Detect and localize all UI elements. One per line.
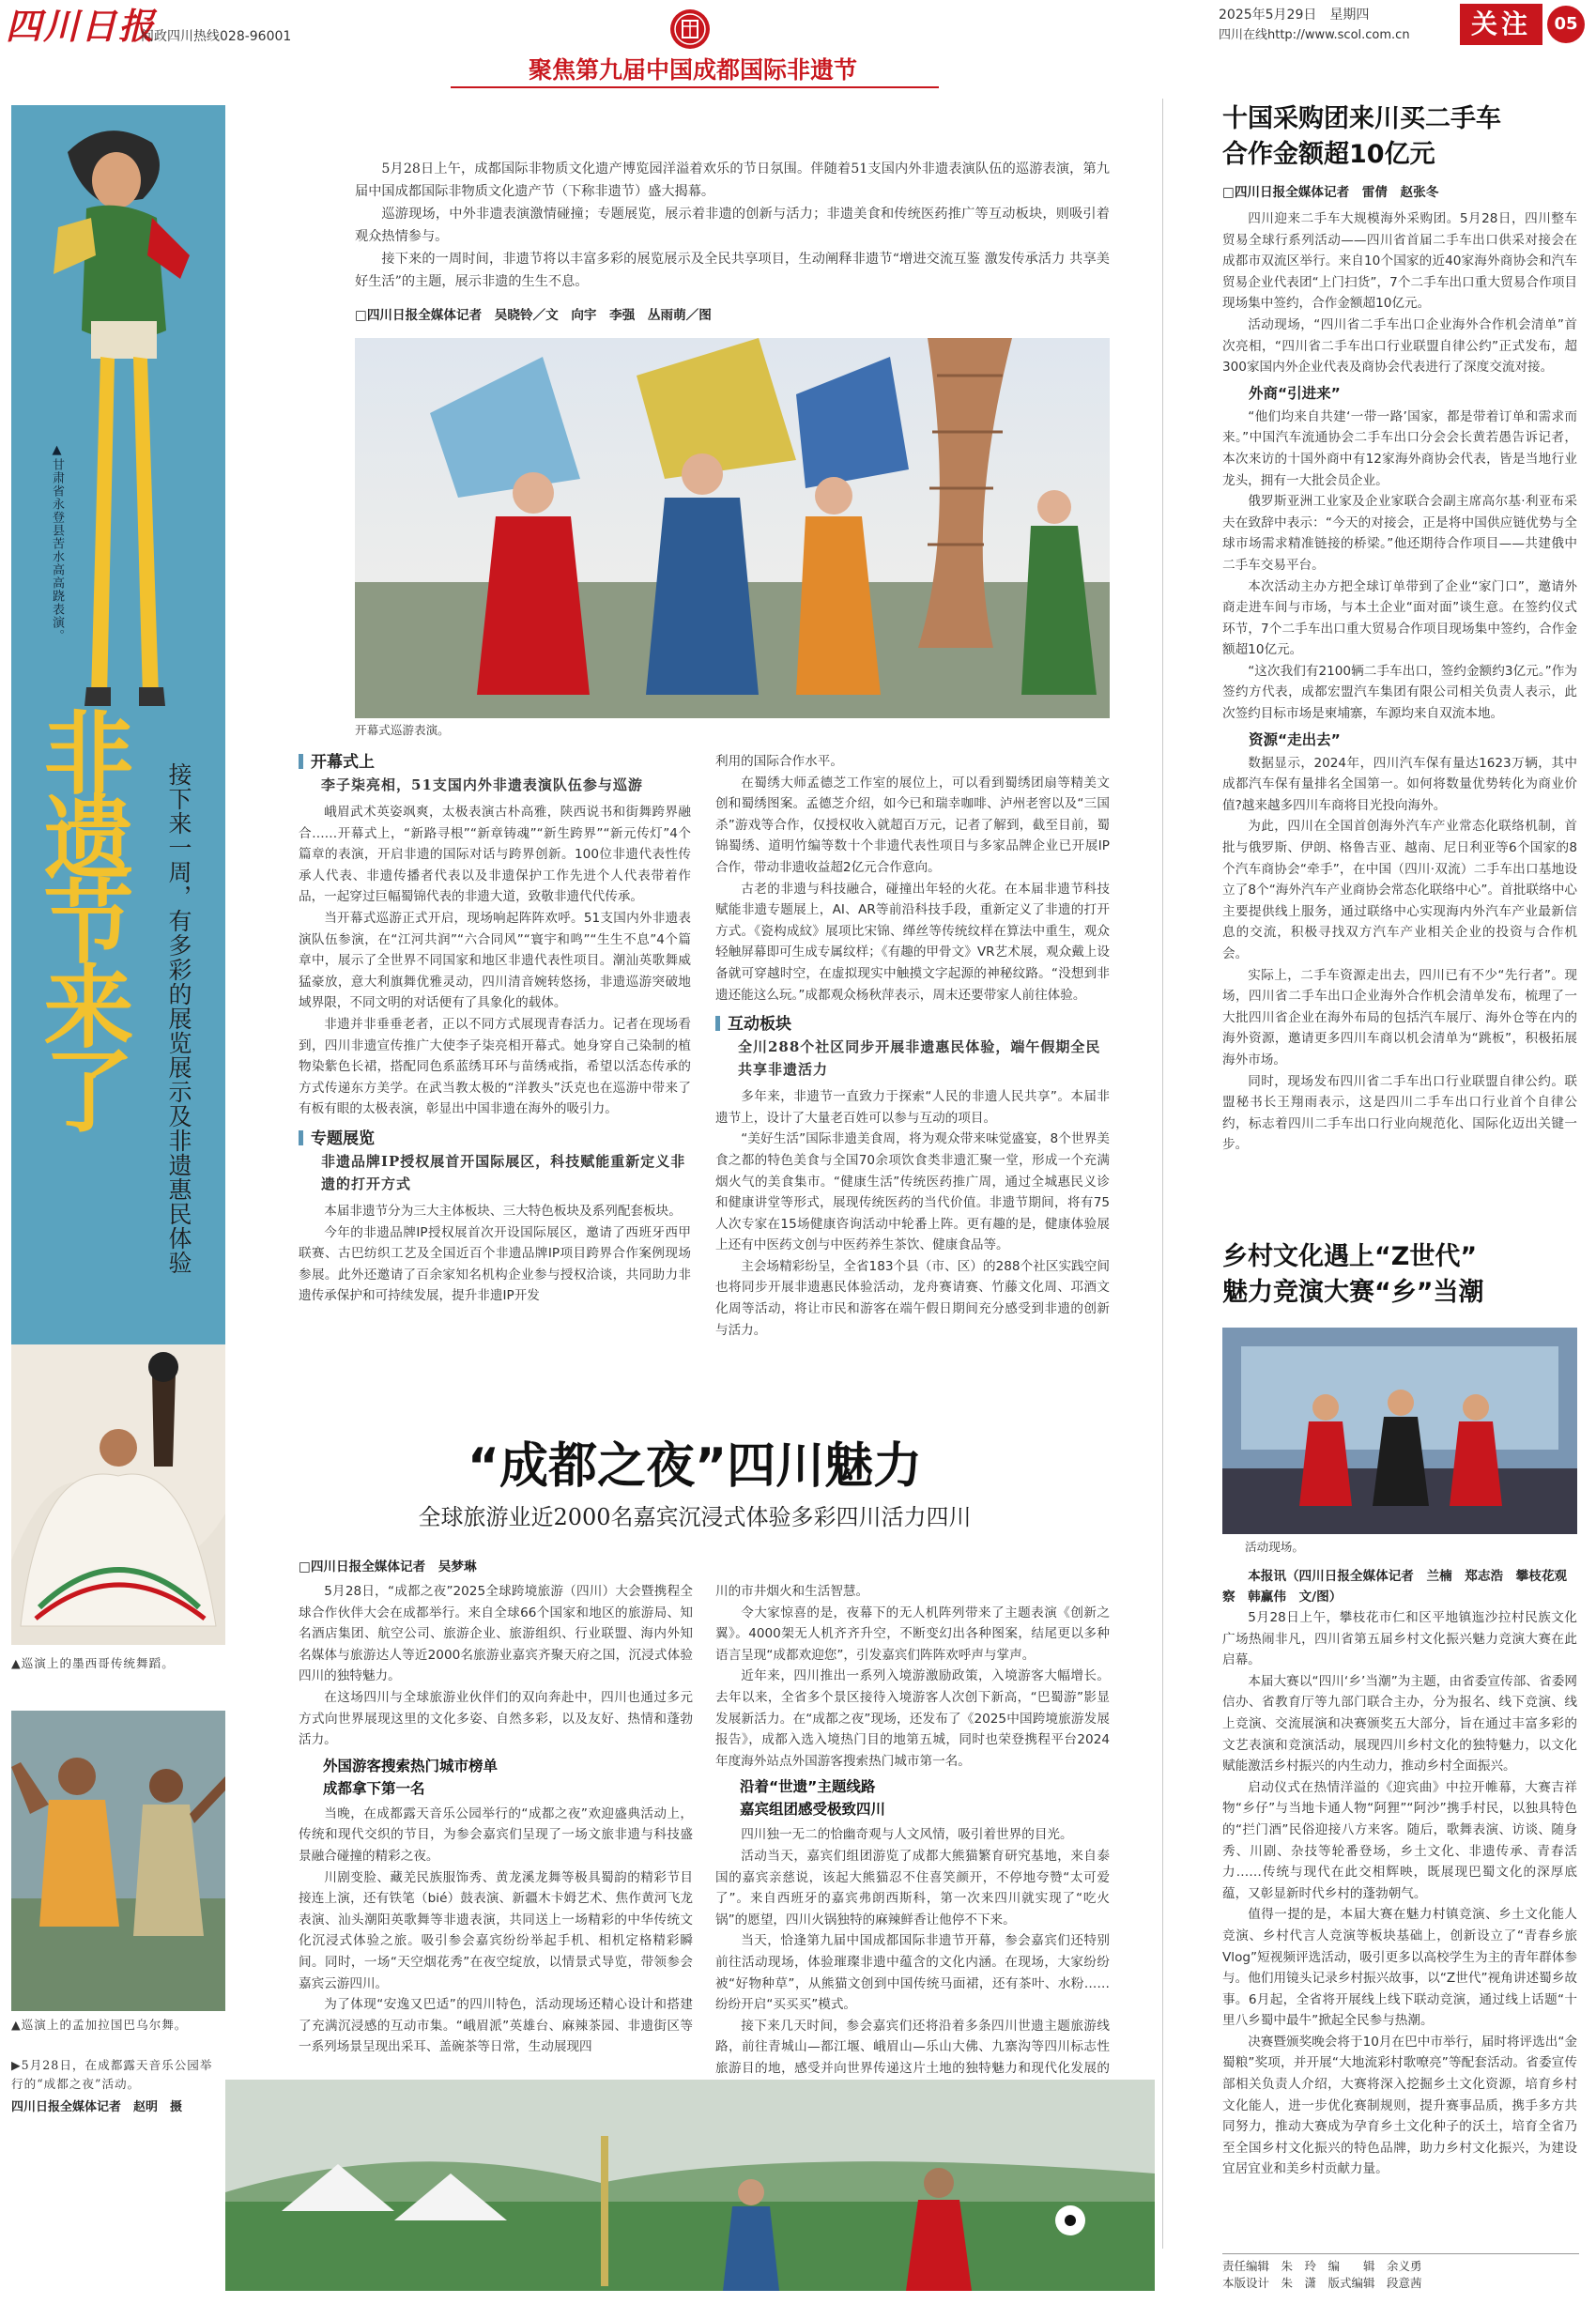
- body-paragraph: 当晚，在成都露天音乐公园举行的“成都之夜”欢迎盛典活动上，传统和现代交织的节目，为参会嘉宾们呈现了一场文旅非遗与科技盛景融合碰撞的精彩之夜。: [299, 1805, 693, 1864]
- body-paragraph: 本届大赛以“四川‘乡’当潮”为主题，由省委宣传部、省委网信办、省教育厅等九部门联合主办，分为报名、线下竞演、线上竞演、交流展演和决赛颁奖五大部分，旨在通过丰富多彩的文艺表演和竞演活动，展现四川乡村文化的独特魅力，以文化赋能激活乡村振兴的内生动力，推动乡村全面振兴。: [1222, 1673, 1577, 1774]
- mexican-dance-caption: ▲巡演上的墨西哥传统舞蹈。: [11, 1656, 175, 1670]
- newspaper-logo: 四川日报: [6, 5, 157, 47]
- section-subtitle: 非遗品牌IP授权展首开国际展区，科技赋能重新定义非遗的打开方式: [321, 1152, 686, 1192]
- body-paragraph: 峨眉武术英姿飒爽，太极表演古朴高雅，陕西说书和街舞跨界融合……开幕式上，“新路寻根”“新章铸魂”“新生跨界”“新元传灯”4个篇章的表演，开启非遗的国际对话与跨界创新。100位非遗代表性传承人代表、非遗传播者代表以及非遗保护工作先进个人代表带着作品，一起穿过巨幅蜀锦代表的非遗大道，致敬非遗代代传承。: [299, 805, 691, 905]
- section-title-text: 开幕式上: [311, 753, 375, 772]
- paragraph-title: 外商“引进来”: [1249, 384, 1341, 402]
- col-a: [299, 751, 691, 1307]
- right-article-b: [1222, 1239, 1577, 2180]
- body-paragraph: 当开幕式巡游正式开启，现场响起阵阵欢呼。51支国内外非遗表演队伍参演，在“江河共润”“六合同风”“寰宇和鸣”“生生不息”4个篇章中，展示了全世界不同国家和地区非遗代表性项目。潮汕英歌舞威猛豪放，意大利旗舞优雅灵动，四川清音婉转悠扬，非遗巡游突破地域界限，不同文明的对话便有了具象化的载体。: [299, 910, 691, 1011]
- article-body: [299, 1804, 693, 2058]
- body-paragraph: “这次我们有2100辆二手车出口，签约金额约3亿元。”作为签约方代表，成都宏盟汽车集团有限公司相关负责人表示，此次签约目标市场是柬埔寨，车源均来自双流本地。: [1222, 663, 1577, 722]
- article-headline: 十国采购团来川买二手车 合作金额超10亿元: [1222, 104, 1501, 169]
- mexican-dance-photo: [11, 1344, 225, 1645]
- intro-paragraph: 巡游现场，中外非遗表演激情碰撞；专题展览，展示着非遗的创新与活力；非遗美食和传统医药推广等互动板块，则吸引着观众热情参与。: [355, 207, 1110, 244]
- section-title-text: 互动板块: [728, 1015, 791, 1035]
- section-title: [715, 1013, 1110, 1036]
- body-paragraph: 决赛暨颁奖晚会将于10月在巴中市举行，届时将评选出“金蜀粮”奖项，并开展“大地流彩村歌嘹亮”等配套活动。省委宣传部相关负责人介绍，大赛将深入挖掘乡土文化资源，培育乡村文化能人，进一步优化赛制规则，提升赛事品质，携手多方共同努力，推动大赛成为孕育乡土文化种子的沃土，培育全省乃至全国乡村文化振兴的特色品牌，助力乡村文化振兴，为建设宜居宜业和美乡村贡献力量。: [1222, 2034, 1577, 2177]
- article-body: [715, 1581, 1110, 1772]
- body-paragraph: 5月28日上午，攀枝花市仁和区平地镇迤沙拉村民族文化广场热闹非凡，四川省第五届乡村文化振兴魅力竞演大赛在此启幕。: [1222, 1610, 1577, 1668]
- body-paragraph: 令大家惊喜的是，夜幕下的无人机阵列带来了主题表演《创新之翼》。4000架无人机齐齐升空，不断变幻出各种图案，结尾更以多种语言呈现“成都欢迎您”，引发嘉宾们阵阵欢呼声与掌声。: [715, 1605, 1110, 1663]
- body-paragraph: 今年的非遗品牌IP授权展首次开设国际展区，邀请了西班牙西甲联赛、古巴纺织工艺及全国近百个非遗品牌IP项目跨界合作案例现场参展。此外还邀请了百余家知名机构企业参与授权洽谈，共同助力非遗传承保护和可持续发展，提升非遗IP开发: [299, 1224, 691, 1304]
- body-paragraph: 在这场四川与全球旅游业伙伴们的双向奔赴中，四川也通过多元方式向世界展现这里的文化多姿、自然多彩，以及友好、热情和蓬勃活力。: [299, 1689, 693, 1748]
- chengdu-night-photo: [225, 2080, 1155, 2291]
- feature-subheadline: 全球旅游业近2000名嘉宾沉浸式体验多彩四川活力四川: [418, 1504, 972, 1530]
- village-stage-photo: [1222, 1328, 1577, 1534]
- rail-big-title: 非遗节来了: [29, 706, 134, 1129]
- left-rail: [11, 105, 225, 2293]
- feature-col-2: [715, 1581, 1110, 2100]
- col-b: [715, 751, 1110, 1341]
- article-byline: □四川日报全媒体记者 雷倩 赵张冬: [1222, 185, 1439, 200]
- body-paragraph: 川剧变脸、藏羌民族服饰秀、黄龙溪龙舞等极具蜀韵的精彩节目接连上演，还有铁笔（bié）鼓表演、新疆木卡姆艺术、焦作黄河飞龙表演、汕头潮阳英歌舞等非遗表演，共同送上一场精彩的中华传统文化沉浸式体验之旅。吸引参会嘉宾纷纷举起手机、相机定格精彩瞬间。同时，一场“天空烟花秀”在夜空绽放，以情景式导览，带领参会嘉宾云游四川。: [299, 1869, 693, 1991]
- body-paragraph: 近年来，四川推出一系列入境游激励政策，入境游客大幅增长。去年以来，全省多个景区接待入境游客人次创下新高，“巴蜀游”影显发展新活力。在“成都之夜”现场，还发布了《2025中国跨境旅游发展报告》，成都入选入境热门目的地第五城，同时也荣登携程平台2024年度海外站点外国游客搜索热门城市第一名。: [715, 1668, 1110, 1769]
- body-paragraph: 活动当天，嘉宾们组团游览了成都大熊猫繁育研究基地，来自泰国的嘉宾亲慈说，该起大熊猫忍不住喜笑颜开，不停地夸赞“太可爱了”。来自西班牙的嘉宾弗朗西斯科，第一次来四川就实现了“吃火锅”的愿望，四川火锅独特的麻辣鲜香让他停不下来。: [715, 1848, 1110, 1928]
- section-title: [299, 1128, 691, 1150]
- body-paragraph: 俄罗斯亚洲工业家及企业家联合会副主席高尔基·利亚布采夫在致辞中表示：“今天的对接会，正是将中国供应链优势与全球市场需求精准链接的桥梁。”他还期待合作项目——共建俄中二手车交易平台。: [1222, 494, 1577, 573]
- section-subtitle: 李子柒亮相，51支国内外非遗表演队伍参与巡游: [321, 776, 643, 793]
- article-body: [715, 751, 1110, 1006]
- body-paragraph: 活动现场，“四川省二手车出口企业海外合作机会清单”首次亮相，“四川省二手车出口行业联盟自律公约”正式发布，超300家国内外企业代表及商协会代表进行了深度交流对接。: [1222, 316, 1577, 376]
- photo-credit: 四川日报全媒体记者 赵明 摄: [11, 2100, 183, 2114]
- section-marker: [299, 1130, 303, 1145]
- footer-designer-line: 本版设计 朱 潇 版式编辑 段意茜: [1222, 2276, 1422, 2290]
- body-paragraph: 非遗并非垂垂老者，正以不同方式展现青春活力。记者在现场看到，四川非遗宣传推广大使李子柒亮相开幕式。她身穿自己染制的植物染紫色长裙，搭配同色系蓝绣耳环与苗绣戒指，希望以活态传承的方式传递东方美学。在武当教太极的“洋教头”沃克也在巡游中带来了有板有眼的太极表演，彰显出中国非遗在海外的吸引力。: [299, 1016, 691, 1117]
- feature-byline: □四川日报全媒体记者 吴梦琳: [299, 1559, 477, 1574]
- body-paragraph: 本次活动主办方把全球订单带到了企业“家门口”，邀请外商走进车间与市场，与本土企业“面对面”谈生意。在签约仪式环节，7个二手车出口重大贸易合作项目现场集中签约，合作金额超10亿元。: [1222, 578, 1577, 658]
- article-body: [1222, 753, 1577, 1156]
- body-paragraph: 古老的非遗与科技融合，碰撞出年轻的火花。在本届非遗节科技赋能非遗专题展上，AI、AR等前沿科技手段，重新定义了非遗的打开方式。《瓷构成紋》展项比宋锦、缂丝等传统纹样在算法中重生，观众轻触屏幕即可生成专属纹样；《有趣的甲骨文》VR艺术展，观众戴上设备就可穿越时空，在虚拟现实中触摸文字起源的神秘纹路。“没想到非遗还能这么玩。”成都观众杨秋萍表示，周末还要带家人前往体验。: [715, 881, 1110, 1003]
- intro-paragraph: 接下来的一周时间，非遗节将以丰富多彩的展览展示及全民共享项目，生动阐释非遗节“增进交流互鉴 激发传承活力 共享美好生活”的主题，展示非遗的生生不息。: [355, 252, 1110, 289]
- banner-rule: [451, 86, 939, 88]
- right-article-a: [1222, 101, 1577, 1156]
- body-paragraph: 为了体现“安逸又巴适”的四川特色，活动现场还精心设计和搭建了充满沉浸感的互动市集。“峨眉派”英雄台、麻辣茶园、非遗街区等一系列场景呈现出采耳、盖碗茶等日常，生动展现四: [299, 1997, 693, 2055]
- rail-subtitle: 接下来一周，有多彩的展览展示及非遗惠民体验: [165, 762, 192, 1275]
- page-number: 05: [1547, 6, 1585, 43]
- baul-dance-caption: ▲巡演上的孟加拉国巴乌尔舞。: [11, 2018, 188, 2032]
- article-body: [299, 1201, 691, 1307]
- village-stage-caption: 活动现场。: [1245, 1540, 1304, 1554]
- issue-date: 2025年5月29日 星期四: [1219, 8, 1370, 23]
- body-paragraph: 数据显示，2024年，四川汽车保有量达1623万辆，其中成都汽车保有量排名全国第一。如何将数量优势转化为商业价值?越来越多四川车商将目光投向海外。: [1222, 755, 1577, 813]
- body-paragraph: 实际上，二手车资源走出去，四川已有不少“先行者”。现场，四川省二手车出口企业海外合作机会清单发布，梳理了一大批四川省企业在海外布局的包括汽车展厅、海外仓等在内的海外资源，邀请更多四川车商以机会清单为“跳板”，积极拓展海外市场。: [1222, 967, 1577, 1068]
- paragraph-title: 资源“走出去”: [1249, 730, 1341, 748]
- article-body: [715, 1824, 1110, 2100]
- hotline: 问政四川热线028-96001: [141, 29, 292, 44]
- article-body: [299, 802, 691, 1120]
- body-paragraph: 川的市井烟火和生活智慧。: [715, 1584, 869, 1599]
- stilt-caption: ▲甘肃省永登县苦水高高跷表演。: [50, 443, 64, 642]
- article-body: [299, 1581, 693, 1751]
- body-paragraph: “他们均来自共建‘一带一路’国家，都是带着订单和需求而来。”中国汽车流通协会二手车出口分会会长黄若愚告诉记者，本次来访的十国外商中有12家海外商协会代表，皆是当地行业龙头，拥有一大批会员企业。: [1222, 408, 1577, 488]
- body-paragraph: 四川迎来二手车大规模海外采购团。5月28日，四川整车贸易全球行系列活动——四川省首届二手车出口供采对接会在成都市双流区举行。来自10个国家的近40家海外商协会和汽车贸易企业代表团“上门扫货”，7个二手车出口重大贸易合作项目现场集中签约，合作金额超10亿元。: [1222, 211, 1577, 312]
- body-paragraph: 为此，四川在全国首创海外汽车产业常态化联络机制，首批与俄罗斯、伊朗、格鲁吉亚、越南、尼日利亚等6个国家的8个汽车商协会“牵手”，在中国（四川·双流）二手车出口基地设立了8个“海外汽车产业商协会常态化联络中心”。首批联络中心主要提供线上服务，通过联络中心实现海内外汽车产业最新信息的交流，积极寻找双方汽车产业相关企业的投资与合作机会。: [1222, 819, 1577, 961]
- body-paragraph: 四川独一无二的恰幽奇观与人文风情，吸引着世界的目光。: [741, 1827, 1073, 1843]
- section-label: 关注: [1460, 4, 1542, 45]
- article-body: [1222, 208, 1577, 378]
- opening-parade-caption: 开幕式巡游表演。: [355, 723, 450, 737]
- body-paragraph: 同时，现场发布四川省二手车出口行业联盟自律公约。联盟秘书长王翔雨表示，这是四川二手车出口行业首个自律公约，标志着四川二手车出口行业向规范化、国际化迈出关键一步。: [1222, 1073, 1577, 1153]
- body-paragraph: “美好生活”国际非遗美食周，将为观众带来味觉盛宴，8个世界美食之都的特色美食与全国70余项饮食类非遗汇聚一堂，形成一个充满烟火气的美食集市。“健康生活”传统医药推广周，通过全城惠民义诊和健康讲堂等形式，展现传统医药的当代价值。非遗节期间，将有75人次专家在15场健康咨询活动中轮番上阵。更有趣的是，健康体验展上还有中医药文创与中医药养生茶饮、健康食品等。: [715, 1131, 1110, 1253]
- article-body: [1222, 1607, 1577, 2180]
- intro-paragraphs: [355, 158, 1110, 293]
- footer-editor-line: 责任编辑 朱 玲 编 辑 余义勇: [1222, 2259, 1422, 2273]
- body-paragraph: 本届非遗节分为三大主体板块、三大特色板块及系列配套板块。: [324, 1203, 682, 1219]
- banner-title: 聚焦第九届中国成都国际非遗节: [528, 56, 857, 84]
- stilt-performer-photo: [49, 115, 190, 715]
- body-paragraph: 多年来，非遗节一直致力于探索“人民的非遗人民共享”。本届非遗节上，设计了大量老百姓可以参与互动的项目。: [715, 1089, 1110, 1126]
- section-subtitle: 全川288个社区同步开展非遗惠民体验，端午假期全民共享非遗活力: [738, 1038, 1101, 1079]
- body-paragraph: 启动仪式在热情洋溢的《迎宾曲》中拉开帷幕，大赛吉祥物“乡仔”与当地卡通人物“阿狸”“阿沙”携手村民，以独具特色的“拦门酒”民俗迎接八方来客。随后，歌舞表演、访谈、随身秀、川剧、杂技等轮番登场，乡土文化、非遗传承、青春活力……传统与现代在此交相辉映，既展现巴蜀文化的深厚底蕴，又彰显新时代乡村的蓬勃朝气。: [1222, 1779, 1577, 1901]
- body-paragraph: 主会场精彩纷呈，全省183个县（市、区）的288个社区实践空间也将同步开展非遗惠民体验活动，龙舟赛请赛、竹藤文化周、邛酒文化周等活动，将让市民和游客在端午假日期间充分感受到非遗的创新与活力。: [715, 1258, 1111, 1338]
- article-headline: 乡村文化遇上“Z世代” 魅力竞演大赛“乡”当潮: [1222, 1242, 1484, 1307]
- section-title-text: 专题展览: [311, 1129, 375, 1148]
- feature-subheading: 沿着“世遗”主题线路 嘉宾组团感受极致四川: [740, 1778, 886, 1819]
- feature-col-1: [299, 1581, 693, 2058]
- body-paragraph: 当天，恰逢第九届中国成都国际非遗节开幕，参会嘉宾们还特别前往活动现场，体验璀璨非遗中蕴含的文化内涵。在现场，大家纷纷被“好物种草”，从熊猫文创到中国传统马面裙，还有茶叶、水粉……纷纷开启“买买买”模式。: [715, 1933, 1110, 2013]
- body-paragraph: 利用的国际合作水平。: [715, 754, 843, 769]
- section-marker: [715, 1016, 720, 1031]
- chengdu-night-caption: ▶5月28日，在成都露天音乐公园举行的“成都之夜”活动。: [11, 2058, 213, 2091]
- footer-editors: [1222, 2253, 1579, 2292]
- festival-emblem-icon: [668, 8, 712, 51]
- intro-paragraph: 5月28日上午，成都国际非物质文化遗产博览园洋溢着欢乐的节日氛围。伴随着51支国内外非遗表演队伍的巡游表演，第九届中国成都国际非物质文化遗产节（下称非遗节）盛大揭幕。: [355, 161, 1110, 199]
- website: 四川在线http://www.scol.com.cn: [1219, 28, 1410, 42]
- section-title: [299, 751, 691, 774]
- body-paragraph: 5月28日，“成都之夜”2025全球跨境旅游（四川）大会暨携程全球合作伙伴大会在成都举行。来自全球66个国家和地区的旅游局、知名酒店集团、航空公司、旅游企业、旅游组织、行业联盟、海内外知名媒体与旅游达人等近2000名旅游业嘉宾齐聚天府之国，沉浸式体验四川的独特魅力。: [299, 1584, 693, 1684]
- article-body: [715, 1086, 1110, 1341]
- opening-parade-photo: [355, 338, 1110, 718]
- article-byline: 本报讯（四川日报全媒体记者 兰楠 郑志浩 攀枝花观察 韩赢伟 文/图）: [1222, 1569, 1568, 1605]
- masthead: [0, 0, 1596, 94]
- feature-headline: “成都之夜”四川魅力: [467, 1438, 923, 1495]
- baul-dance-photo: [11, 1711, 225, 2011]
- feature-subheading: 外国游客搜索热门城市榜单 成都拿下第一名: [323, 1757, 499, 1797]
- body-paragraph: 接下来几天时间，参会嘉宾们还将沿着多条四川世遗主题旅游线路，前往青城山—都江堰、峨眉山—乐山大佛、九寨沟等四川标志性旅游目的地，感受并向世界传递这片土地的独特魅力和现代化发展的: [715, 2018, 1110, 2076]
- body-paragraph: 值得一提的是，本届大赛在魅力村镇竞演、乡土文化能人竞演、乡村代言人竞演等板块基础上，创新设立了“青春乡旅Vlog”短视频评选活动，吸引更多以高校学生为主的青年群体参与。他们用镜头记录乡村振兴故事，以“Z世代”视角讲述蜀乡故事。6月起，全省将开展线上线下联动竞演，通过线上话题“十里八乡蜀中最牛”掀起全民参与热潮。: [1222, 1907, 1577, 2029]
- article-body: [1222, 407, 1577, 725]
- body-paragraph: 在蜀绣大师孟德芝工作室的展位上，可以看到蜀绣团扇等精美文创和蜀绣图案。孟德芝介绍，如今已和瑞幸咖啡、泸州老窖以及“三国杀”游戏等合作，仅授权收入就超百万元，记者了解到，截至目前，蜀锦蜀绣、道明竹编等数十个非遗代表性项目与多家品牌企业已开展IP合作，带动非遗收益超2亿元合作意向。: [715, 775, 1110, 875]
- intro-byline: □四川日报全媒体记者 吴晓铃／文 向宇 李强 丛雨萌／图: [355, 308, 712, 323]
- section-marker: [299, 754, 303, 769]
- column-rule: [1162, 99, 1163, 2249]
